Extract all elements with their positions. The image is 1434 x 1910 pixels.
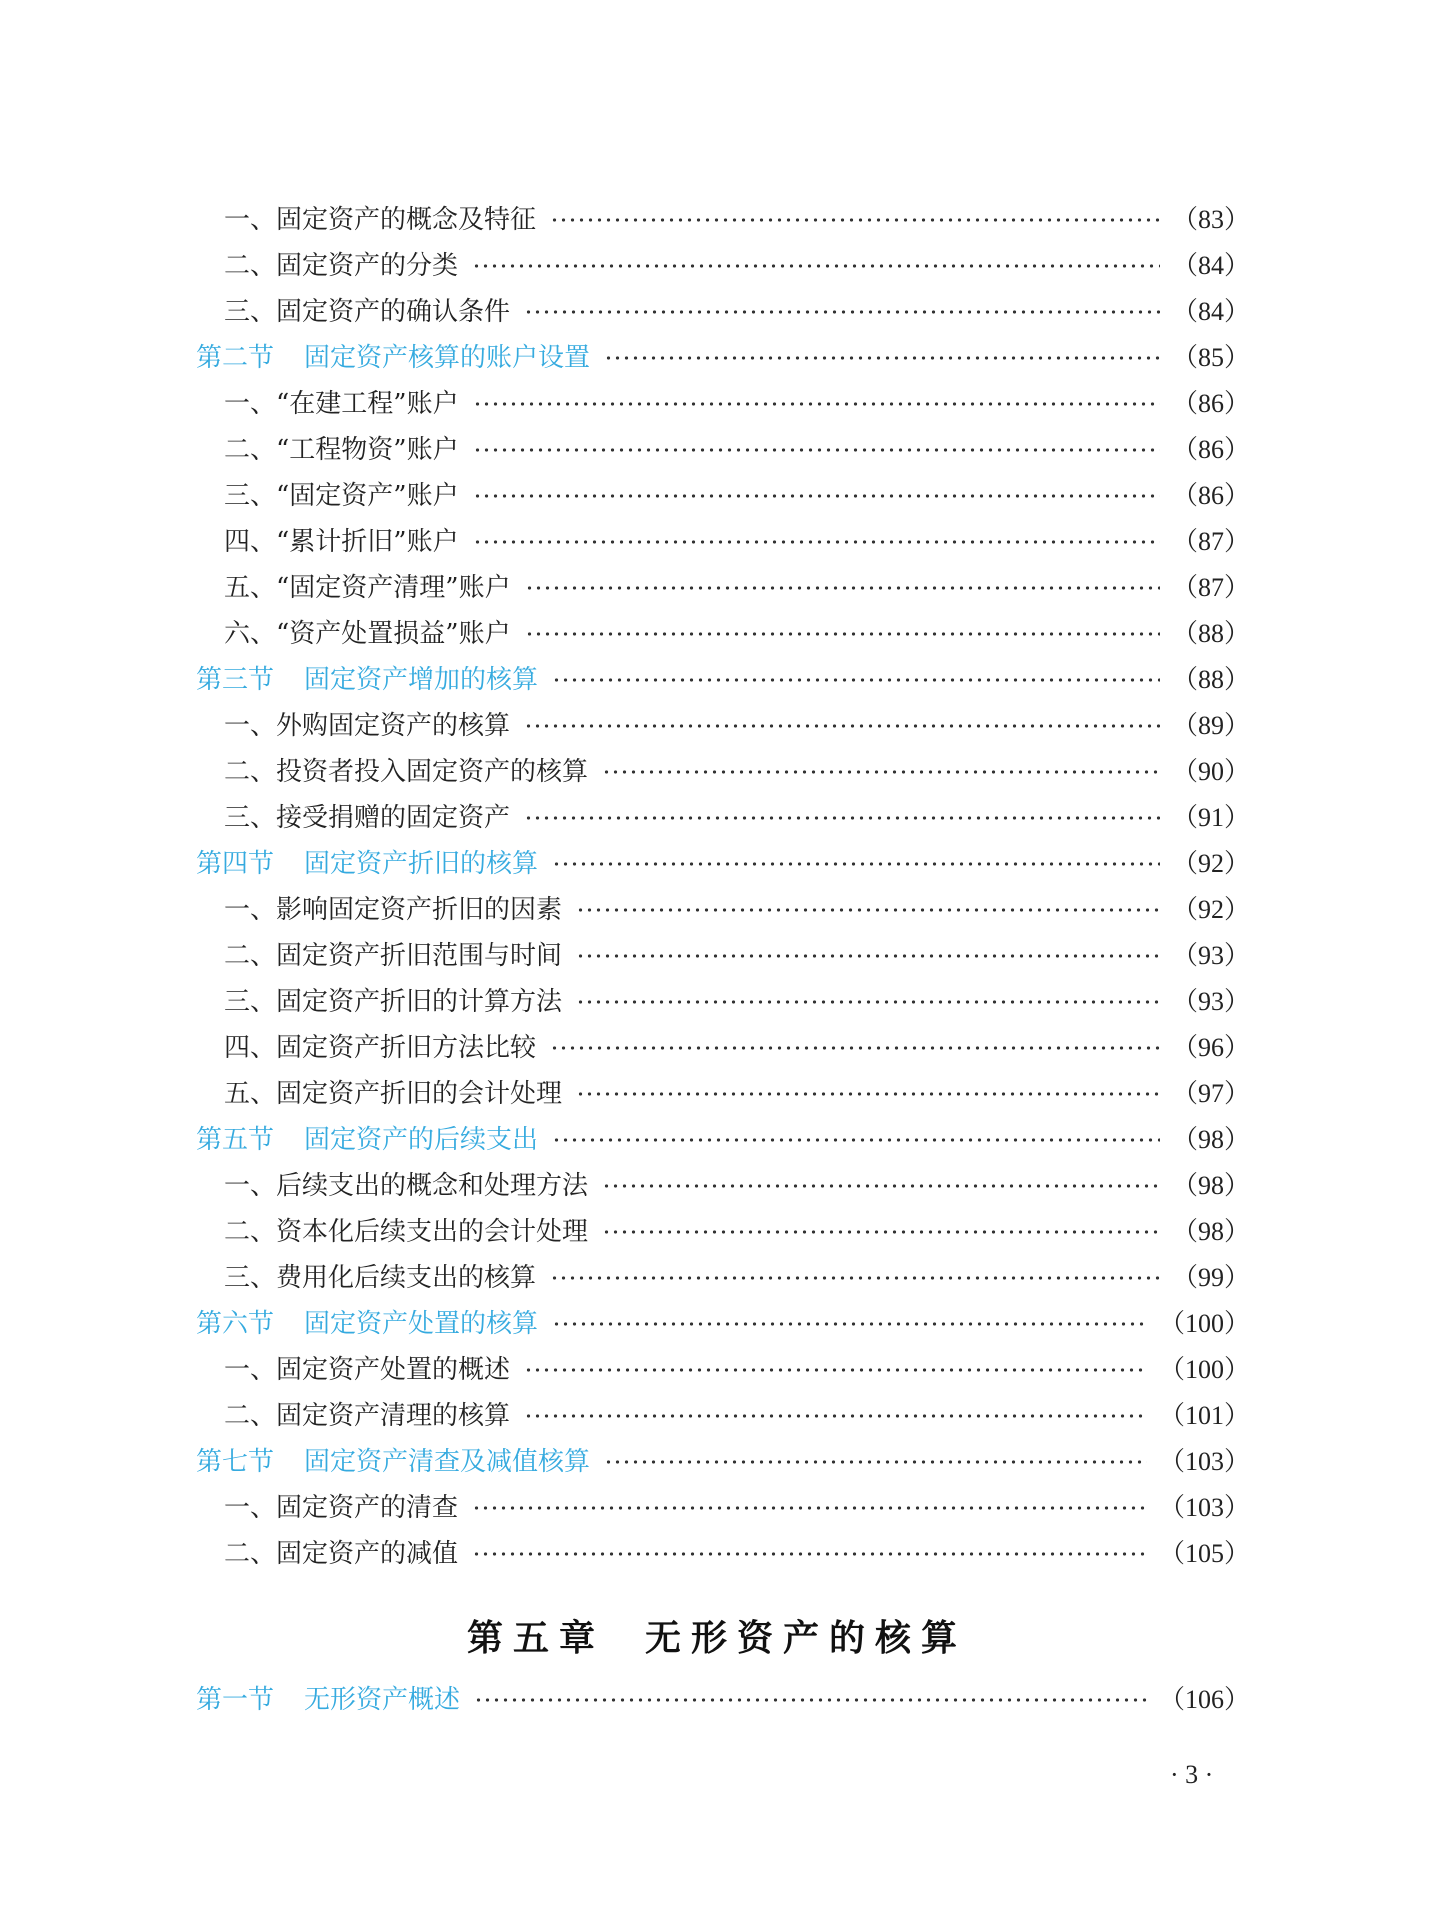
- dot-leader: [472, 264, 1160, 268]
- toc-entry-page: （90）: [1171, 757, 1250, 786]
- section-title: 固定资产核算的账户设置: [304, 343, 591, 373]
- toc-entry[interactable]: [196, 476, 1250, 516]
- toc-entry-page: （88）: [1171, 665, 1250, 694]
- toc-entry-page: （85）: [1171, 343, 1250, 372]
- section-number: 第三节: [196, 665, 275, 695]
- toc-entry-page: （98）: [1171, 1171, 1250, 1200]
- toc-entry[interactable]: [196, 1074, 1250, 1114]
- dot-leader: [550, 1276, 1160, 1280]
- toc-entry-label: 四、“累计折旧”账户: [224, 527, 459, 557]
- toc-section-label: [196, 1120, 538, 1160]
- section-title: 固定资产清查及减值核算: [304, 1447, 591, 1477]
- dot-leader: [552, 862, 1160, 866]
- toc-entry-label: 三、费用化后续支出的核算: [224, 1263, 537, 1293]
- toc-entry-label: 二、资本化后续支出的会计处理: [224, 1217, 589, 1247]
- toc-entry-label: 二、固定资产的减值: [224, 1539, 459, 1569]
- dot-leader: [576, 908, 1160, 912]
- toc-entry-label: 三、固定资产折旧的计算方法: [224, 987, 563, 1017]
- dot-leader: [602, 770, 1160, 774]
- toc-section-label: [196, 1304, 538, 1344]
- dot-leader: [472, 1506, 1147, 1510]
- toc-entry-page: （86）: [1171, 481, 1250, 510]
- section-title: 固定资产处置的核算: [304, 1309, 539, 1339]
- toc-section-link[interactable]: [196, 660, 1250, 700]
- section-number: 第七节: [196, 1447, 275, 1477]
- dot-leader: [550, 218, 1160, 222]
- toc-entry-label: 三、“固定资产”账户: [224, 481, 459, 511]
- toc-entry-label: 三、接受捐赠的固定资产: [224, 803, 511, 833]
- dot-leader: [602, 1230, 1160, 1234]
- toc-entry-label: 一、影响固定资产折旧的因素: [224, 895, 563, 925]
- toc-section-link[interactable]: [196, 1304, 1250, 1344]
- toc-section-label: [196, 660, 538, 700]
- toc-entry-page: （87）: [1171, 573, 1250, 602]
- toc-entry-page: （84）: [1171, 297, 1250, 326]
- toc-section-link[interactable]: [196, 338, 1250, 378]
- toc-entry-page: （103）: [1158, 1493, 1250, 1522]
- toc-entry[interactable]: [196, 1534, 1250, 1574]
- toc-entry[interactable]: [196, 936, 1250, 976]
- toc-entry-page: （99）: [1171, 1263, 1250, 1292]
- dot-leader: [602, 1184, 1160, 1188]
- toc-entry[interactable]: [196, 1396, 1250, 1436]
- toc-entry-page: （92）: [1171, 849, 1250, 878]
- section-title: 固定资产的后续支出: [304, 1125, 539, 1155]
- toc-entry[interactable]: [196, 752, 1250, 792]
- toc-entry-page: （96）: [1171, 1033, 1250, 1062]
- toc-entry-label: 一、固定资产的概念及特征: [224, 205, 537, 235]
- toc-entry-page: （86）: [1171, 389, 1250, 418]
- toc-entry[interactable]: [196, 1166, 1250, 1206]
- toc-entry-page: （86）: [1171, 435, 1250, 464]
- chapter-title-text: 无形资产的核算: [645, 1617, 968, 1659]
- chapter-number: 第五章: [466, 1617, 605, 1659]
- dot-leader: [472, 1552, 1147, 1556]
- toc-entry[interactable]: [196, 430, 1250, 470]
- section-title: 固定资产增加的核算: [304, 665, 539, 695]
- dot-leader: [524, 816, 1160, 820]
- toc-entry-page: （100）: [1158, 1309, 1250, 1338]
- toc-entry-page: （88）: [1171, 619, 1250, 648]
- toc-entry[interactable]: [196, 798, 1250, 838]
- toc-entry-label: 二、固定资产折旧范围与时间: [224, 941, 563, 971]
- toc-entry[interactable]: [196, 1488, 1250, 1528]
- toc-entry[interactable]: [196, 246, 1250, 286]
- toc-entry-label: 二、固定资产的分类: [224, 251, 459, 281]
- toc-entry-label: 五、固定资产折旧的会计处理: [224, 1079, 563, 1109]
- toc-entry-page: （100）: [1158, 1355, 1250, 1384]
- toc-section-link[interactable]: [196, 1680, 1250, 1720]
- toc-section-link[interactable]: [196, 1442, 1250, 1482]
- section-number: 第四节: [196, 849, 275, 879]
- dot-leader: [473, 540, 1160, 544]
- toc-entry[interactable]: [196, 1258, 1250, 1298]
- toc-entry[interactable]: [196, 384, 1250, 424]
- toc-entry-label: 六、“资产处置损益”账户: [224, 619, 511, 649]
- toc-entry-page: （93）: [1171, 987, 1250, 1016]
- toc-entry-label: 二、“工程物资”账户: [224, 435, 459, 465]
- toc-entry-label: 一、外购固定资产的核算: [224, 711, 511, 741]
- toc-entry-page: （103）: [1158, 1447, 1250, 1476]
- dot-leader: [604, 356, 1160, 360]
- toc-entry-page: （91）: [1171, 803, 1250, 832]
- toc-entry-page: （98）: [1171, 1125, 1250, 1154]
- toc-entry[interactable]: [196, 1350, 1250, 1390]
- dot-leader: [552, 1138, 1160, 1142]
- toc-entry-page: （93）: [1171, 941, 1250, 970]
- dot-leader: [524, 724, 1160, 728]
- toc-entry[interactable]: [196, 614, 1250, 654]
- dot-leader: [524, 1414, 1147, 1418]
- section-number: 第五节: [196, 1125, 275, 1155]
- toc-entry[interactable]: [196, 706, 1250, 746]
- toc-section-label: [196, 844, 538, 884]
- toc-section-label: [196, 1680, 460, 1720]
- toc-section-label: [196, 338, 590, 378]
- toc-entry-label: 二、投资者投入固定资产的核算: [224, 757, 589, 787]
- section-number: 第一节: [196, 1685, 275, 1715]
- toc-entry[interactable]: [196, 1028, 1250, 1068]
- dot-leader: [550, 1046, 1160, 1050]
- page-number: · 3 ·: [1170, 1760, 1214, 1789]
- toc-entry-label: 五、“固定资产清理”账户: [224, 573, 511, 603]
- toc-entry-page: （84）: [1171, 251, 1250, 280]
- toc-entry-label: 一、固定资产的清查: [224, 1493, 459, 1523]
- section-title: 固定资产折旧的核算: [304, 849, 539, 879]
- dot-leader: [473, 494, 1160, 498]
- toc-entry-label: 二、固定资产清理的核算: [224, 1401, 511, 1431]
- dot-leader: [473, 402, 1160, 406]
- toc-entry[interactable]: [196, 890, 1250, 930]
- toc-entry-page: （106）: [1158, 1685, 1250, 1714]
- toc-section-link[interactable]: [196, 844, 1250, 884]
- toc-entry-label: 三、固定资产的确认条件: [224, 297, 511, 327]
- dot-leader: [552, 1322, 1147, 1326]
- toc-entry[interactable]: [196, 200, 1250, 240]
- dot-leader: [524, 1368, 1147, 1372]
- toc-section-link[interactable]: [196, 1120, 1250, 1160]
- toc-entry[interactable]: [196, 982, 1250, 1022]
- toc-entry-label: 一、固定资产处置的概述: [224, 1355, 511, 1385]
- dot-leader: [576, 1092, 1160, 1096]
- dot-leader: [524, 310, 1160, 314]
- toc-entry-label: 四、固定资产折旧方法比较: [224, 1033, 537, 1063]
- toc-entry-page: （83）: [1171, 205, 1250, 234]
- toc-entry-page: （97）: [1171, 1079, 1250, 1108]
- dot-leader: [525, 632, 1160, 636]
- toc-section-label: [196, 1442, 590, 1482]
- dot-leader: [576, 954, 1160, 958]
- dot-leader: [552, 678, 1160, 682]
- toc-entry-page: （87）: [1171, 527, 1250, 556]
- toc-entry-label: 一、“在建工程”账户: [224, 389, 459, 419]
- dot-leader: [604, 1460, 1147, 1464]
- dot-leader: [576, 1000, 1160, 1004]
- dot-leader: [474, 1698, 1147, 1702]
- section-number: 第二节: [196, 343, 275, 373]
- toc-entry[interactable]: [196, 1212, 1250, 1252]
- dot-leader: [525, 586, 1160, 590]
- toc-entry-page: （105）: [1158, 1539, 1250, 1568]
- toc-entry[interactable]: [196, 568, 1250, 608]
- toc-entry-page: （89）: [1171, 711, 1250, 740]
- toc-entry-label: 一、后续支出的概念和处理方法: [224, 1171, 589, 1201]
- dot-leader: [473, 448, 1160, 452]
- toc-entry-page: （92）: [1171, 895, 1250, 924]
- chapter-heading[interactable]: [0, 1610, 1434, 1661]
- section-title: 无形资产概述: [304, 1685, 461, 1715]
- toc-entry-page: （101）: [1158, 1401, 1250, 1430]
- toc-entry[interactable]: [196, 522, 1250, 562]
- toc-entry-page: （98）: [1171, 1217, 1250, 1246]
- section-number: 第六节: [196, 1309, 275, 1339]
- toc-entry[interactable]: [196, 292, 1250, 332]
